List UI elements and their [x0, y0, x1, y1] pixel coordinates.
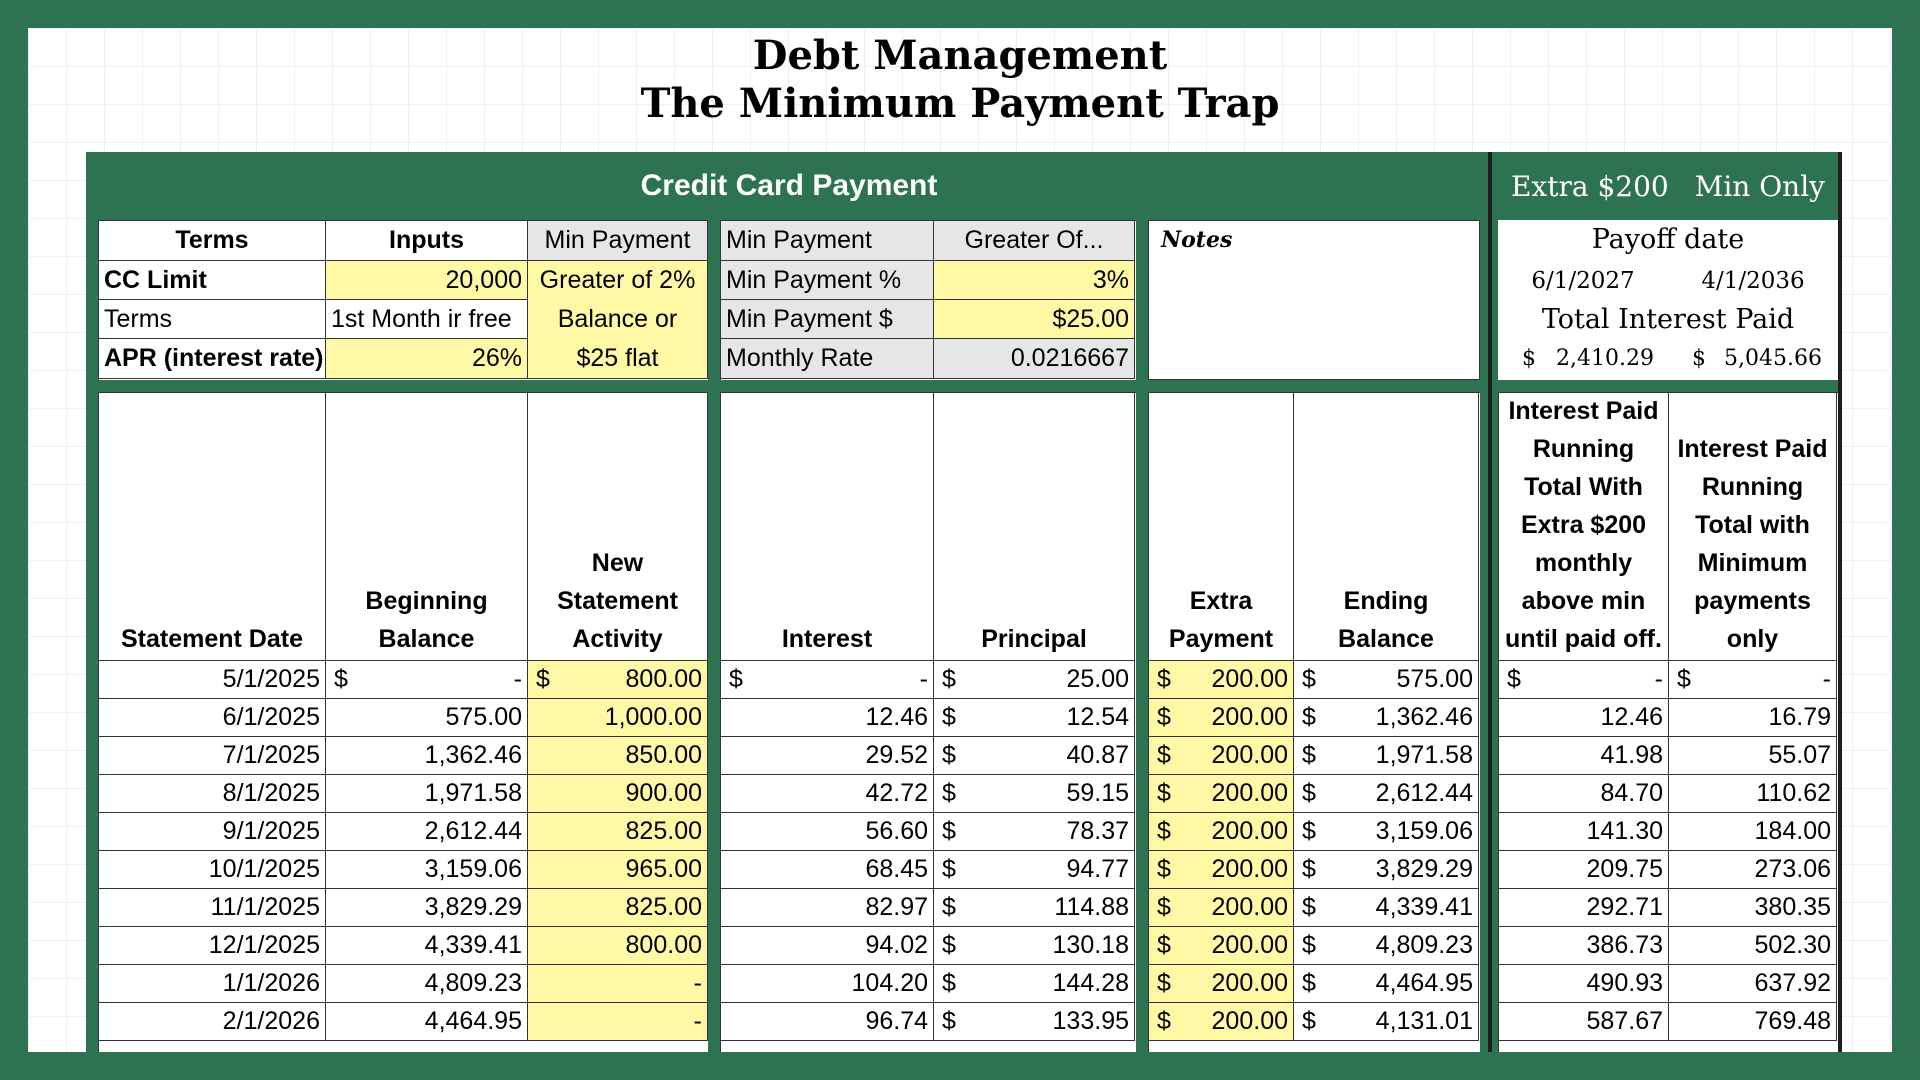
- terms-panel: [98, 220, 708, 380]
- cell-value: 25.00: [1066, 665, 1129, 693]
- sheet-header-scenarios: [1498, 152, 1838, 220]
- cell-value: 68.45: [865, 855, 928, 883]
- currency-symbol: $: [1157, 1007, 1171, 1035]
- cell-value: 1,971.58: [424, 779, 522, 807]
- cell-interest-running-extra[interactable]: [1499, 661, 1669, 699]
- cell-statement-activity[interactable]: [528, 965, 708, 1003]
- cell-principal[interactable]: [934, 927, 1135, 965]
- cell-ending-balance[interactable]: [1294, 927, 1479, 965]
- cell-statement-date[interactable]: [99, 889, 326, 927]
- terms-label: Terms: [99, 300, 326, 339]
- cell-beginning-balance[interactable]: [326, 661, 528, 699]
- currency-symbol: $: [1302, 931, 1316, 959]
- cell-extra-payment[interactable]: [1149, 965, 1294, 1003]
- cell-interest-running-extra[interactable]: [1499, 965, 1669, 1003]
- cell-ending-balance[interactable]: [1294, 699, 1479, 737]
- cell-interest-running-extra[interactable]: [1499, 813, 1669, 851]
- cell-value: 184.00: [1754, 817, 1831, 845]
- min-payment-note-line-2: Balance or: [528, 300, 708, 339]
- currency-symbol: $: [1157, 893, 1171, 921]
- schedule-summary: [1498, 392, 1838, 1052]
- cell-value: 141.30: [1586, 817, 1663, 845]
- cell-interest-running-extra[interactable]: [1499, 1003, 1669, 1041]
- currency-symbol: $: [1157, 855, 1171, 883]
- cell-principal[interactable]: [934, 813, 1135, 851]
- cell-ending-balance[interactable]: [1294, 661, 1479, 699]
- cell-value: 965.00: [625, 855, 702, 883]
- currency-symbol: $: [1302, 969, 1316, 997]
- cell-value: 4,339.41: [1375, 893, 1473, 921]
- cell-value: 16.79: [1768, 703, 1831, 731]
- currency-symbol: $: [942, 741, 956, 769]
- cell-value: 3,829.29: [424, 893, 522, 921]
- cell-value: 41.98: [1600, 741, 1663, 769]
- cell-interest[interactable]: [721, 661, 934, 699]
- cell-value: 587.67: [1586, 1007, 1663, 1035]
- inputs-header: Inputs: [326, 221, 528, 261]
- cell-extra-payment[interactable]: [1149, 661, 1294, 699]
- cell-value: 1,971.58: [1375, 741, 1473, 769]
- cell-statement-activity[interactable]: [528, 927, 708, 965]
- min-payment-label: Min Payment: [721, 221, 934, 261]
- min-payment-note-line-1: Greater of 2%: [528, 261, 708, 300]
- cell-extra-payment[interactable]: [1149, 851, 1294, 889]
- currency-symbol: $: [1157, 741, 1171, 769]
- cell-ending-balance[interactable]: [1294, 851, 1479, 889]
- schedule-middle: [720, 392, 1136, 1052]
- cell-value: 200.00: [1211, 817, 1288, 845]
- total-interest-min-currency: $: [1692, 346, 1706, 371]
- scenario-extra-label: Extra $200: [1510, 169, 1669, 203]
- header-ending-balance: Ending Balance: [1294, 393, 1479, 661]
- cell-interest-running-min[interactable]: [1669, 927, 1837, 965]
- cell-statement-date[interactable]: [99, 851, 326, 889]
- cell-value: 4,464.95: [424, 1007, 522, 1035]
- cell-statement-date[interactable]: [99, 775, 326, 813]
- cell-value: 4,464.95: [1375, 969, 1473, 997]
- currency-symbol: $: [942, 931, 956, 959]
- currency-symbol: $: [1157, 931, 1171, 959]
- currency-symbol: $: [1302, 779, 1316, 807]
- cell-value: -: [513, 665, 522, 693]
- currency-symbol: $: [334, 665, 348, 693]
- cell-principal[interactable]: [934, 965, 1135, 1003]
- cell-interest-running-min[interactable]: [1669, 699, 1837, 737]
- currency-symbol: $: [942, 855, 956, 883]
- cell-interest-running-min[interactable]: [1669, 965, 1837, 1003]
- cell-extra-payment[interactable]: [1149, 1003, 1294, 1041]
- currency-symbol: $: [942, 779, 956, 807]
- cc-limit-input[interactable]: 20,000: [326, 261, 528, 300]
- cell-extra-payment[interactable]: [1149, 775, 1294, 813]
- schedule-right: [1148, 392, 1480, 1052]
- cell-value: 3,829.29: [1375, 855, 1473, 883]
- payoff-date-min: 4/1/2036: [1701, 268, 1805, 294]
- cell-interest-running-extra[interactable]: [1499, 737, 1669, 775]
- currency-symbol: $: [1302, 855, 1316, 883]
- total-interest-label: Total Interest Paid: [1541, 304, 1795, 335]
- cell-value: 200.00: [1211, 969, 1288, 997]
- cell-value: 200.00: [1211, 665, 1288, 693]
- cell-value: -: [1822, 665, 1831, 693]
- cell-beginning-balance[interactable]: [326, 775, 528, 813]
- cell-statement-date[interactable]: [99, 1003, 326, 1041]
- cell-ending-balance[interactable]: [1294, 737, 1479, 775]
- currency-symbol: $: [1302, 1007, 1316, 1035]
- cell-statement-activity[interactable]: [528, 737, 708, 775]
- cell-value: 200.00: [1211, 855, 1288, 883]
- currency-symbol: $: [942, 1007, 956, 1035]
- cell-value: 82.97: [865, 893, 928, 921]
- cell-value: 575.00: [445, 703, 522, 731]
- currency-symbol: $: [1302, 665, 1316, 693]
- currency-symbol: $: [1302, 893, 1316, 921]
- cell-beginning-balance[interactable]: [326, 927, 528, 965]
- cell-ending-balance[interactable]: [1294, 813, 1479, 851]
- monthly-rate-label: Monthly Rate: [721, 339, 934, 379]
- cell-value: 1,362.46: [424, 741, 522, 769]
- cell-interest-running-extra[interactable]: [1499, 889, 1669, 927]
- cell-value: 502.30: [1754, 931, 1831, 959]
- currency-symbol: $: [536, 665, 550, 693]
- cell-interest[interactable]: [721, 1003, 934, 1041]
- cell-value: 144.28: [1052, 969, 1129, 997]
- min-payment-panel: [720, 220, 1136, 380]
- cell-statement-date[interactable]: [99, 699, 326, 737]
- total-interest-min: 5,045.66: [1724, 346, 1822, 371]
- min-payment-dollar-label: Min Payment $: [721, 300, 934, 339]
- cell-statement-date[interactable]: [99, 927, 326, 965]
- header-new-statement-activity: New Statement Activity: [528, 393, 708, 661]
- cell-interest-running-extra[interactable]: [1499, 775, 1669, 813]
- cell-interest[interactable]: [721, 927, 934, 965]
- cell-value: 56.60: [865, 817, 928, 845]
- cell-interest-running-min[interactable]: [1669, 851, 1837, 889]
- cell-extra-payment[interactable]: [1149, 699, 1294, 737]
- slide-canvas: [28, 28, 1892, 1052]
- cell-principal[interactable]: [934, 889, 1135, 927]
- cell-value: 2/1/2026: [222, 1007, 320, 1035]
- cell-value: 4,809.23: [424, 969, 522, 997]
- cell-statement-activity[interactable]: [528, 661, 708, 699]
- cell-beginning-balance[interactable]: [326, 889, 528, 927]
- cell-extra-payment[interactable]: [1149, 927, 1294, 965]
- cell-interest-running-extra[interactable]: [1499, 851, 1669, 889]
- header-principal: Principal: [934, 393, 1135, 661]
- cell-value: -: [919, 665, 928, 693]
- cell-value: 3,159.06: [424, 855, 522, 883]
- title-line-1: Debt Management: [752, 32, 1168, 79]
- cell-interest[interactable]: [721, 699, 934, 737]
- cell-principal[interactable]: [934, 737, 1135, 775]
- cell-ending-balance[interactable]: [1294, 775, 1479, 813]
- header-extra-payment: Extra Payment: [1149, 393, 1294, 661]
- cell-value: 7/1/2025: [222, 741, 320, 769]
- cell-interest-running-min[interactable]: [1669, 737, 1837, 775]
- apr-label: APR (interest rate): [99, 339, 326, 379]
- cell-ending-balance[interactable]: [1294, 889, 1479, 927]
- cell-statement-date[interactable]: [99, 965, 326, 1003]
- sheet-header-title: Credit Card Payment: [640, 169, 938, 202]
- cell-interest-running-min[interactable]: [1669, 775, 1837, 813]
- cell-interest[interactable]: [721, 775, 934, 813]
- total-interest-extra: 2,410.29: [1556, 346, 1654, 371]
- cell-value: 6/1/2025: [222, 703, 320, 731]
- cell-statement-activity[interactable]: [528, 813, 708, 851]
- cell-value: 29.52: [865, 741, 928, 769]
- min-payment-pct-input[interactable]: 3%: [934, 261, 1135, 300]
- cell-interest[interactable]: [721, 889, 934, 927]
- spreadsheet: [86, 152, 1842, 1052]
- cell-value: 4,809.23: [1375, 931, 1473, 959]
- cell-beginning-balance[interactable]: [326, 813, 528, 851]
- cell-value: 637.92: [1754, 969, 1831, 997]
- cell-interest[interactable]: [721, 965, 934, 1003]
- monthly-rate-value: 0.0216667: [934, 339, 1135, 379]
- cell-value: 12.46: [1600, 703, 1663, 731]
- cell-value: 94.02: [865, 931, 928, 959]
- cell-interest-running-min[interactable]: [1669, 661, 1837, 699]
- cell-beginning-balance[interactable]: [326, 1003, 528, 1041]
- currency-symbol: $: [1302, 817, 1316, 845]
- cell-principal[interactable]: [934, 699, 1135, 737]
- cell-value: -: [693, 1007, 702, 1035]
- cell-value: 200.00: [1211, 703, 1288, 731]
- currency-symbol: $: [942, 703, 956, 731]
- cell-value: 1/1/2026: [222, 969, 320, 997]
- currency-symbol: $: [942, 665, 956, 693]
- cell-value: 800.00: [625, 665, 702, 693]
- divider-bar: [1488, 152, 1492, 1052]
- cell-value: 55.07: [1768, 741, 1831, 769]
- cell-value: 110.62: [1756, 779, 1831, 807]
- cell-value: 380.35: [1754, 893, 1831, 921]
- cell-interest-running-extra[interactable]: [1499, 699, 1669, 737]
- cell-principal[interactable]: [934, 1003, 1135, 1041]
- cell-ending-balance[interactable]: [1294, 965, 1479, 1003]
- cell-value: 200.00: [1211, 741, 1288, 769]
- cell-extra-payment[interactable]: [1149, 889, 1294, 927]
- cell-value: 59.15: [1066, 779, 1129, 807]
- cell-value: 1,362.46: [1375, 703, 1473, 731]
- cell-value: 200.00: [1211, 931, 1288, 959]
- cell-value: 12/1/2025: [208, 931, 320, 959]
- cell-value: 825.00: [625, 817, 702, 845]
- currency-symbol: $: [1677, 665, 1691, 693]
- cell-beginning-balance[interactable]: [326, 851, 528, 889]
- total-interest-extra-currency: $: [1522, 346, 1536, 371]
- cell-interest[interactable]: [721, 737, 934, 775]
- cell-value: 1,000.00: [604, 703, 702, 731]
- payoff-date-label: Payoff date: [1591, 224, 1745, 255]
- cell-value: 84.70: [1600, 779, 1663, 807]
- cell-statement-date[interactable]: [99, 737, 326, 775]
- cell-value: 8/1/2025: [222, 779, 320, 807]
- cell-value: -: [693, 969, 702, 997]
- currency-symbol: $: [1302, 703, 1316, 731]
- cell-extra-payment[interactable]: [1149, 737, 1294, 775]
- cell-value: 5/1/2025: [222, 665, 320, 693]
- currency-symbol: $: [942, 893, 956, 921]
- cell-value: 292.71: [1586, 893, 1663, 921]
- header-interest-running-min: Interest Paid Running Total with Minimum payments only: [1669, 393, 1837, 661]
- currency-symbol: $: [729, 665, 743, 693]
- cell-beginning-balance[interactable]: [326, 699, 528, 737]
- cell-interest-running-min[interactable]: [1669, 889, 1837, 927]
- cell-value: 200.00: [1211, 1007, 1288, 1035]
- cell-interest-running-min[interactable]: [1669, 1003, 1837, 1041]
- cell-value: 104.20: [851, 969, 928, 997]
- payoff-date-extra: 6/1/2027: [1531, 268, 1635, 294]
- cell-interest[interactable]: [721, 813, 934, 851]
- cell-ending-balance[interactable]: [1294, 1003, 1479, 1041]
- cell-value: 825.00: [625, 893, 702, 921]
- cell-value: 130.18: [1052, 931, 1129, 959]
- cell-value: 575.00: [1396, 665, 1473, 693]
- cell-value: 114.88: [1054, 893, 1129, 921]
- cell-interest-running-min[interactable]: [1669, 813, 1837, 851]
- cell-value: 96.74: [865, 1007, 928, 1035]
- title-line-2: The Minimum Payment Trap: [640, 80, 1280, 127]
- cell-principal[interactable]: [934, 775, 1135, 813]
- cell-statement-date[interactable]: [99, 661, 326, 699]
- summary-panel: [1498, 220, 1838, 380]
- cell-value: 200.00: [1211, 779, 1288, 807]
- currency-symbol: $: [942, 969, 956, 997]
- notes-label: Notes: [1161, 227, 1233, 253]
- currency-symbol: $: [1157, 665, 1171, 693]
- cell-value: 4,131.01: [1375, 1007, 1473, 1035]
- min-payment-header: Min Payment: [528, 221, 708, 261]
- schedule-left: [98, 392, 708, 1052]
- cell-principal[interactable]: [934, 661, 1135, 699]
- currency-symbol: $: [1157, 817, 1171, 845]
- currency-symbol: $: [1157, 969, 1171, 997]
- cell-statement-activity[interactable]: [528, 1003, 708, 1041]
- min-payment-dollar-input[interactable]: $25.00: [934, 300, 1135, 339]
- cell-value: 900.00: [625, 779, 702, 807]
- cell-beginning-balance[interactable]: [326, 965, 528, 1003]
- cell-value: 2,612.44: [424, 817, 522, 845]
- cell-value: 40.87: [1066, 741, 1129, 769]
- cc-limit-label: CC Limit: [99, 261, 326, 300]
- cell-statement-activity[interactable]: [528, 699, 708, 737]
- cell-value: 10/1/2025: [208, 855, 320, 883]
- cell-value: 490.93: [1586, 969, 1663, 997]
- cell-statement-activity[interactable]: [528, 851, 708, 889]
- cell-value: 200.00: [1211, 893, 1288, 921]
- min-payment-note-line-3: $25 flat: [528, 339, 708, 379]
- currency-symbol: $: [1302, 741, 1316, 769]
- header-interest-running-extra: Interest Paid Running Total With Extra $200 monthly above min until paid off.: [1499, 393, 1669, 661]
- cell-value: 3,159.06: [1375, 817, 1473, 845]
- cell-value: 11/1/2025: [210, 893, 320, 921]
- cell-value: 4,339.41: [424, 931, 522, 959]
- cell-value: 78.37: [1066, 817, 1129, 845]
- cell-statement-activity[interactable]: [528, 889, 708, 927]
- cell-value: 769.48: [1754, 1007, 1831, 1035]
- cell-value: 2,612.44: [1375, 779, 1473, 807]
- cell-statement-date[interactable]: [99, 813, 326, 851]
- cell-extra-payment[interactable]: [1149, 813, 1294, 851]
- currency-symbol: $: [1157, 703, 1171, 731]
- cell-value: -: [1654, 665, 1663, 693]
- cell-value: 800.00: [625, 931, 702, 959]
- currency-symbol: $: [1507, 665, 1521, 693]
- notes-panel: [1148, 220, 1480, 380]
- cell-value: 12.54: [1066, 703, 1129, 731]
- scenario-min-label: Min Only: [1694, 169, 1825, 203]
- header-beginning-balance: Beginning Balance: [326, 393, 528, 661]
- divider-bar: [1838, 152, 1842, 1052]
- header-interest: Interest: [721, 393, 934, 661]
- header-statement-date: Statement Date: [99, 393, 326, 661]
- cell-value: 209.75: [1586, 855, 1663, 883]
- cell-value: 850.00: [625, 741, 702, 769]
- currency-symbol: $: [942, 817, 956, 845]
- apr-input[interactable]: 26%: [326, 339, 528, 379]
- min-payment-pct-label: Min Payment %: [721, 261, 934, 300]
- terms-header: Terms: [99, 221, 326, 261]
- min-payment-rule: Greater Of...: [934, 221, 1135, 261]
- cell-value: 12.46: [865, 703, 928, 731]
- cell-value: 273.06: [1754, 855, 1831, 883]
- cell-value: 42.72: [865, 779, 928, 807]
- cell-beginning-balance[interactable]: [326, 737, 528, 775]
- currency-symbol: $: [1157, 779, 1171, 807]
- cell-value: 386.73: [1586, 931, 1663, 959]
- cell-interest-running-extra[interactable]: [1499, 927, 1669, 965]
- cell-statement-activity[interactable]: [528, 775, 708, 813]
- cell-value: 9/1/2025: [222, 817, 320, 845]
- cell-principal[interactable]: [934, 851, 1135, 889]
- terms-value[interactable]: 1st Month ir free: [326, 300, 528, 339]
- cell-value: 94.77: [1066, 855, 1129, 883]
- cell-value: 133.95: [1052, 1007, 1129, 1035]
- cell-interest[interactable]: [721, 851, 934, 889]
